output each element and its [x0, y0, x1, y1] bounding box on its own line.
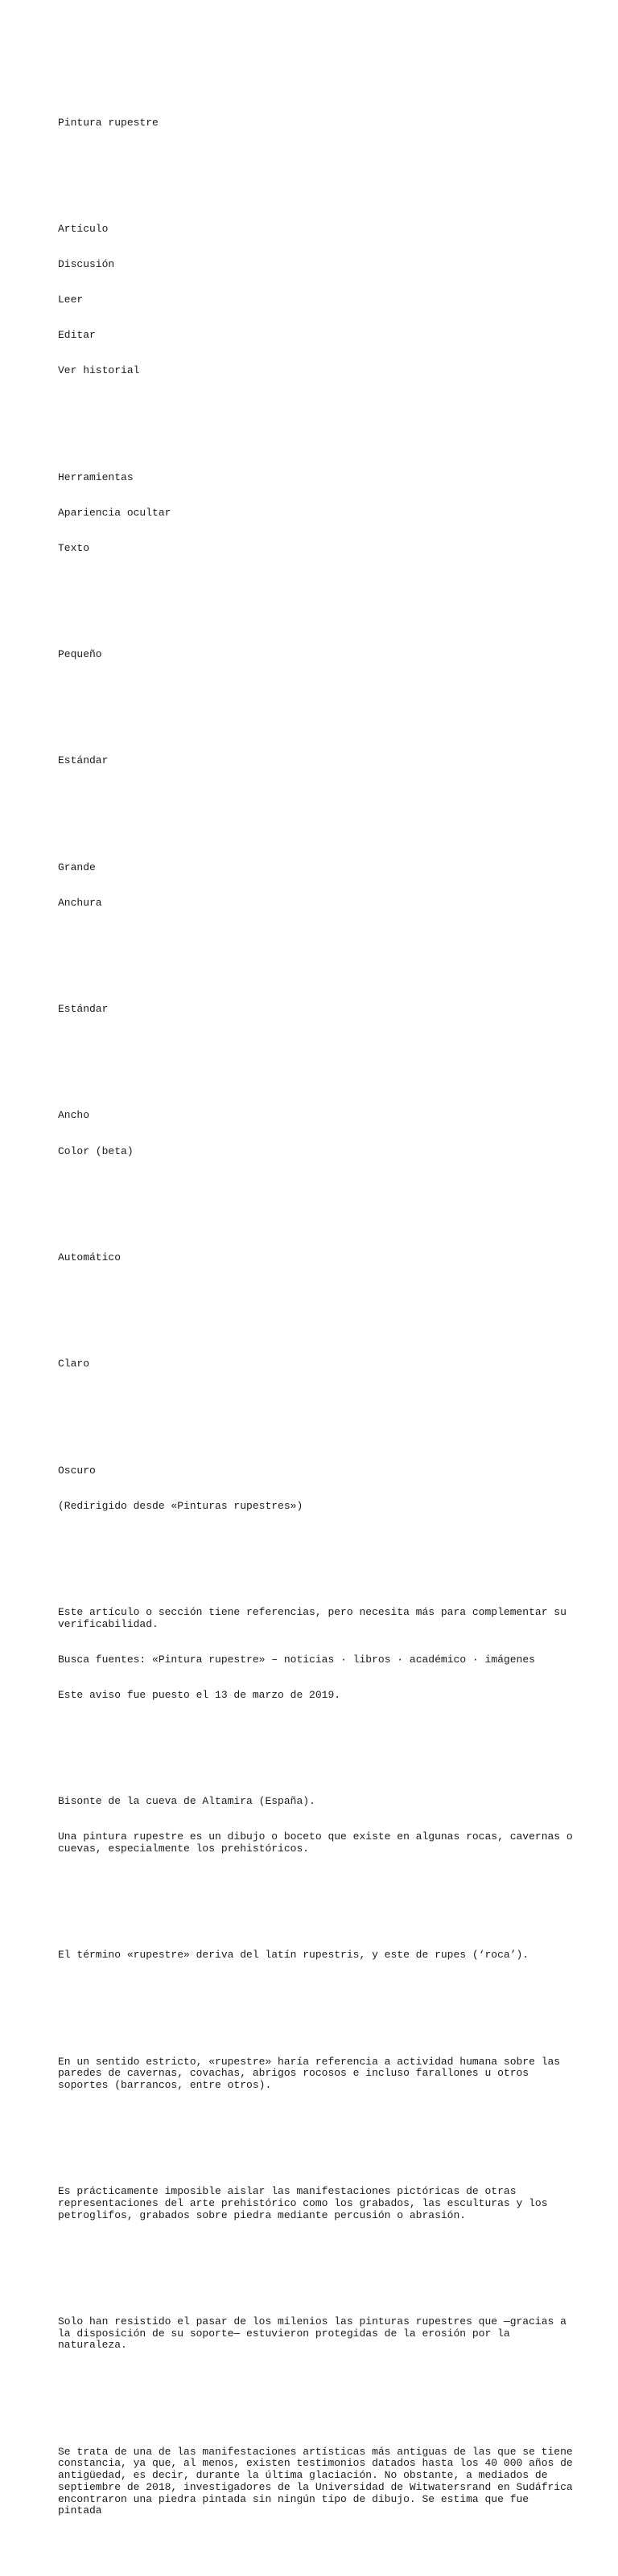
- tools-button[interactable]: Herramientas: [58, 470, 134, 483]
- document-body: [58, 58, 579, 2576]
- sources-academic-link[interactable]: académico: [409, 1653, 467, 1666]
- color-light-label[interactable]: Claro: [58, 1358, 90, 1370]
- width-wide-group: [58, 1087, 573, 1181]
- text-size-standard-option[interactable]: [58, 732, 573, 791]
- text-size-small-option[interactable]: [58, 626, 573, 685]
- article-paragraph: Solo han resistido el pasar de los milenios las pinturas rupestres que —gracias a la disposición de su soporte— estuvieron protegidas de la erosión por la naturaleza.: [58, 2315, 573, 2352]
- sources-separator: ·: [466, 1653, 485, 1666]
- sources-prefix: Busca fuentes: «Pintura rupestre» –: [58, 1653, 284, 1666]
- tab-discussion[interactable]: Discusión: [58, 257, 115, 270]
- color-label: Color (beta): [58, 1144, 134, 1157]
- color-automatic-label[interactable]: Automático: [58, 1251, 122, 1263]
- width-label: Anchura: [58, 896, 102, 909]
- tab-read[interactable]: Leer: [58, 294, 84, 306]
- tab-edit[interactable]: Editar: [58, 329, 96, 342]
- text-size-small-label[interactable]: Pequeño: [58, 648, 102, 661]
- sources-images-link[interactable]: imágenes: [484, 1653, 535, 1666]
- sources-separator: ·: [334, 1653, 353, 1666]
- notice-sources: [58, 1654, 573, 1666]
- color-light-option[interactable]: [58, 1335, 573, 1395]
- article-paragraph: Una pintura rupestre es un dibujo o boceto que existe en algunas rocas, cavernas o cuevas, especialmente los prehistóricos.: [58, 1830, 579, 1855]
- article-paragraph-block: [58, 2422, 579, 2541]
- title-block: [58, 93, 573, 153]
- notice-date: Este aviso fue puesto el 13 de marzo de 2019.: [58, 1688, 341, 1701]
- color-dark-group: [58, 1441, 573, 1536]
- references-notice: [58, 1584, 573, 1725]
- text-size-large-label[interactable]: Grande: [58, 861, 96, 873]
- article-paragraph: El término «rupestre» deriva del latín rupestris, y este de rupes (‘roca’).: [58, 1949, 529, 1962]
- text-size-label: Texto: [58, 541, 90, 554]
- tab-article[interactable]: Artículo: [58, 222, 109, 235]
- redirect-note: (Redirigido desde «Pinturas rupestres»): [58, 1499, 303, 1512]
- article-paragraph-block: [58, 2032, 573, 2115]
- image-caption: Bisonte de la cueva de Altamira (España).: [58, 1795, 315, 1808]
- color-automatic-option[interactable]: [58, 1228, 573, 1288]
- page-title: Pintura rupestre: [58, 116, 159, 129]
- color-dark-label[interactable]: Oscuro: [58, 1464, 96, 1477]
- article-paragraph-block: [58, 1926, 573, 1986]
- appearance-hide-button[interactable]: Apariencia ocultar: [58, 506, 171, 519]
- width-standard-option[interactable]: [58, 980, 573, 1040]
- intro-block: [58, 1773, 579, 1879]
- article-paragraph: En un sentido estricto, «rupestre» haría referencia a actividad humana sobre las paredes de cavernas, covachas, abrigos rocosos e incluso farallones u otros soportes (barrancos, entre otros).: [58, 2055, 566, 2092]
- text-size-large-group: [58, 838, 573, 933]
- sources-separator: ·: [390, 1653, 410, 1666]
- tools-menu: [58, 448, 573, 578]
- width-standard-label[interactable]: Estándar: [58, 1003, 109, 1016]
- page-tabs: [58, 199, 573, 401]
- sources-news-link[interactable]: noticias: [283, 1653, 335, 1666]
- notice-message: Este artículo o sección tiene referencias, pero necesita más para complementar su verificabilidad.: [58, 1605, 573, 1630]
- tab-history[interactable]: Ver historial: [58, 364, 140, 377]
- article-paragraph: Se trata de una de las manifestaciones artísticas más antiguas de las que se tiene constancia, ya que, al menos, existen testimonios datados hasta los 40 000 años de antigüedad, es decir, durante la última glaciación. No obstante, a mediados de septiembre de 2018, investigadores de la Universidad de Witwatersrand en Sudáfrica encontraron una piedra pintada sin ningún tipo de dibujo. Se estima que fue pintada: [58, 2445, 579, 2517]
- width-wide-label[interactable]: Ancho: [58, 1109, 90, 1122]
- article-paragraph-block: [58, 2293, 573, 2376]
- text-size-standard-label[interactable]: Estándar: [58, 754, 109, 767]
- sources-books-link[interactable]: libros: [352, 1653, 391, 1666]
- article-paragraph-block: [58, 2163, 573, 2245]
- article-paragraph: Es prácticamente imposible aislar las manifestaciones pictóricas de otras representaciones del arte prehistórico como los grabados, las esculturas y los petroglifos, grabados sobre piedra mediante percusión o abrasión.: [58, 2185, 554, 2221]
